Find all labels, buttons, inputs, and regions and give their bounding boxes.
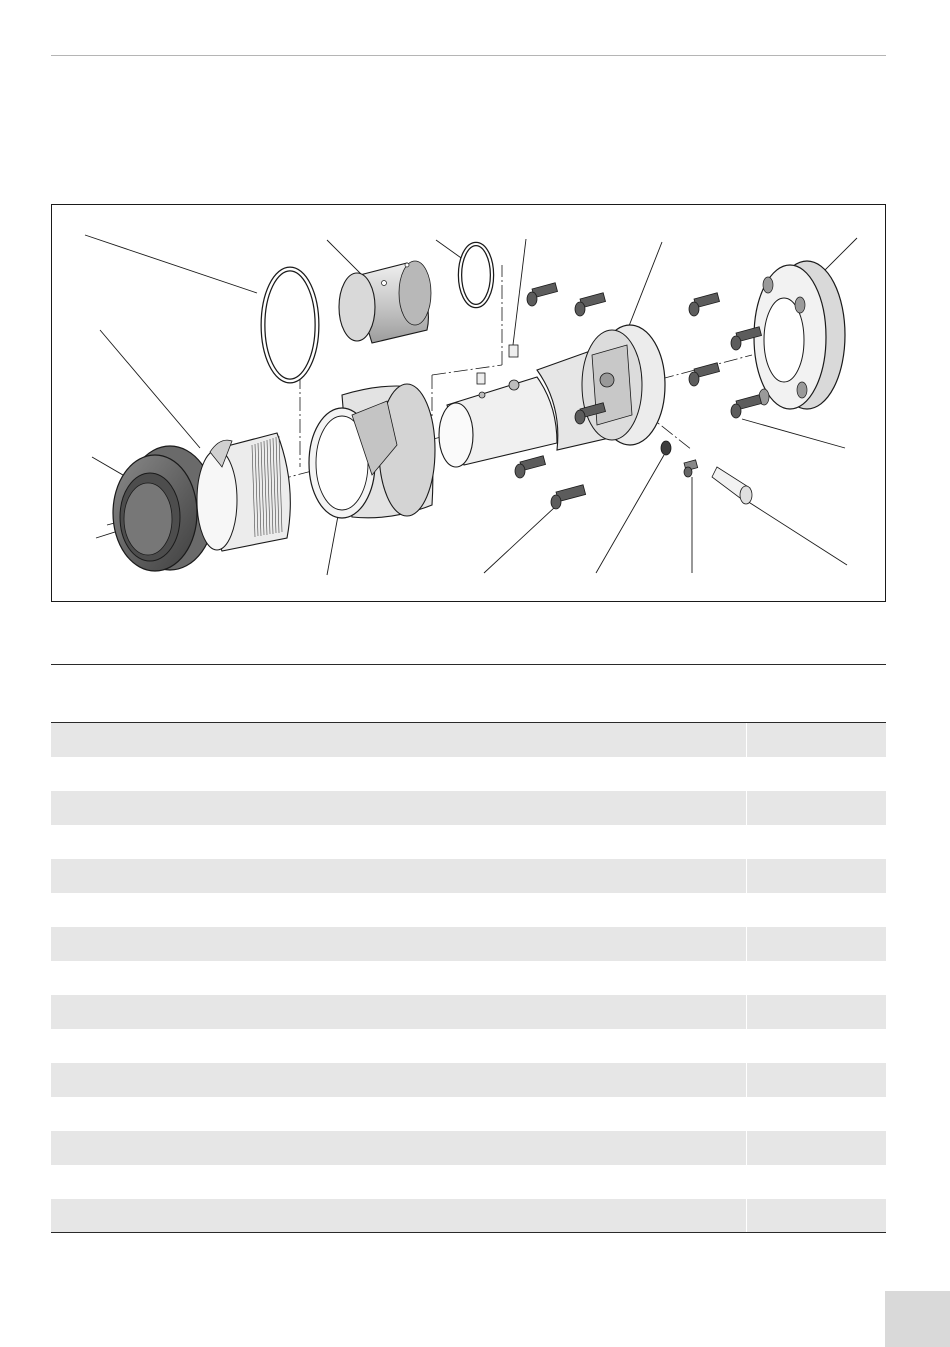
table-row — [51, 825, 886, 859]
exploded-view-drawing — [52, 205, 887, 603]
column-separator — [746, 1131, 747, 1165]
cap-screw — [731, 395, 762, 418]
table-row — [51, 995, 886, 1029]
column-separator — [746, 1165, 747, 1199]
table-row — [51, 1165, 886, 1199]
table-row — [51, 1029, 886, 1063]
table-header — [51, 665, 886, 722]
cap-screw — [689, 293, 720, 316]
table-row — [51, 859, 886, 893]
table-bottom-rule — [51, 1232, 886, 1233]
column-separator — [746, 723, 747, 757]
guide-pin — [712, 467, 752, 504]
column-separator — [746, 893, 747, 927]
cap-screw — [575, 293, 606, 316]
housing-body — [309, 384, 435, 518]
parts-list-table — [51, 664, 886, 1233]
table-body — [51, 723, 886, 1233]
column-separator — [746, 1063, 747, 1097]
small-o-ring — [460, 244, 492, 306]
column-separator — [746, 1097, 747, 1131]
table-row — [51, 1199, 886, 1233]
table-row — [51, 791, 886, 825]
table-row — [51, 757, 886, 791]
column-separator — [746, 995, 747, 1029]
table-row — [51, 1131, 886, 1165]
table-row — [51, 1097, 886, 1131]
column-separator — [746, 961, 747, 995]
drive-flange — [582, 325, 665, 445]
adjustment-pin — [684, 460, 698, 477]
knurled-sleeve — [197, 433, 290, 551]
exploded-view-figure — [51, 204, 886, 602]
set-screw — [477, 373, 485, 384]
large-o-ring — [263, 269, 317, 381]
page-tab — [885, 1291, 950, 1347]
table-row — [51, 723, 886, 757]
column-separator — [746, 859, 747, 893]
cap-screw — [515, 456, 546, 478]
column-separator — [746, 1199, 747, 1233]
set-screw — [509, 345, 518, 357]
table-row — [51, 1063, 886, 1097]
cap-screw — [527, 283, 558, 306]
cap-screw — [551, 485, 586, 509]
table-row — [51, 961, 886, 995]
header-rule — [51, 55, 886, 56]
column-separator — [746, 757, 747, 791]
table-row — [51, 893, 886, 927]
rear-cover-flange — [754, 261, 845, 409]
column-separator — [746, 1029, 747, 1063]
column-separator — [746, 825, 747, 859]
cylinder-insert — [339, 261, 431, 343]
column-separator — [746, 927, 747, 961]
cap-screw — [689, 363, 720, 386]
column-separator — [746, 791, 747, 825]
washer — [661, 441, 671, 455]
table-row — [51, 927, 886, 961]
